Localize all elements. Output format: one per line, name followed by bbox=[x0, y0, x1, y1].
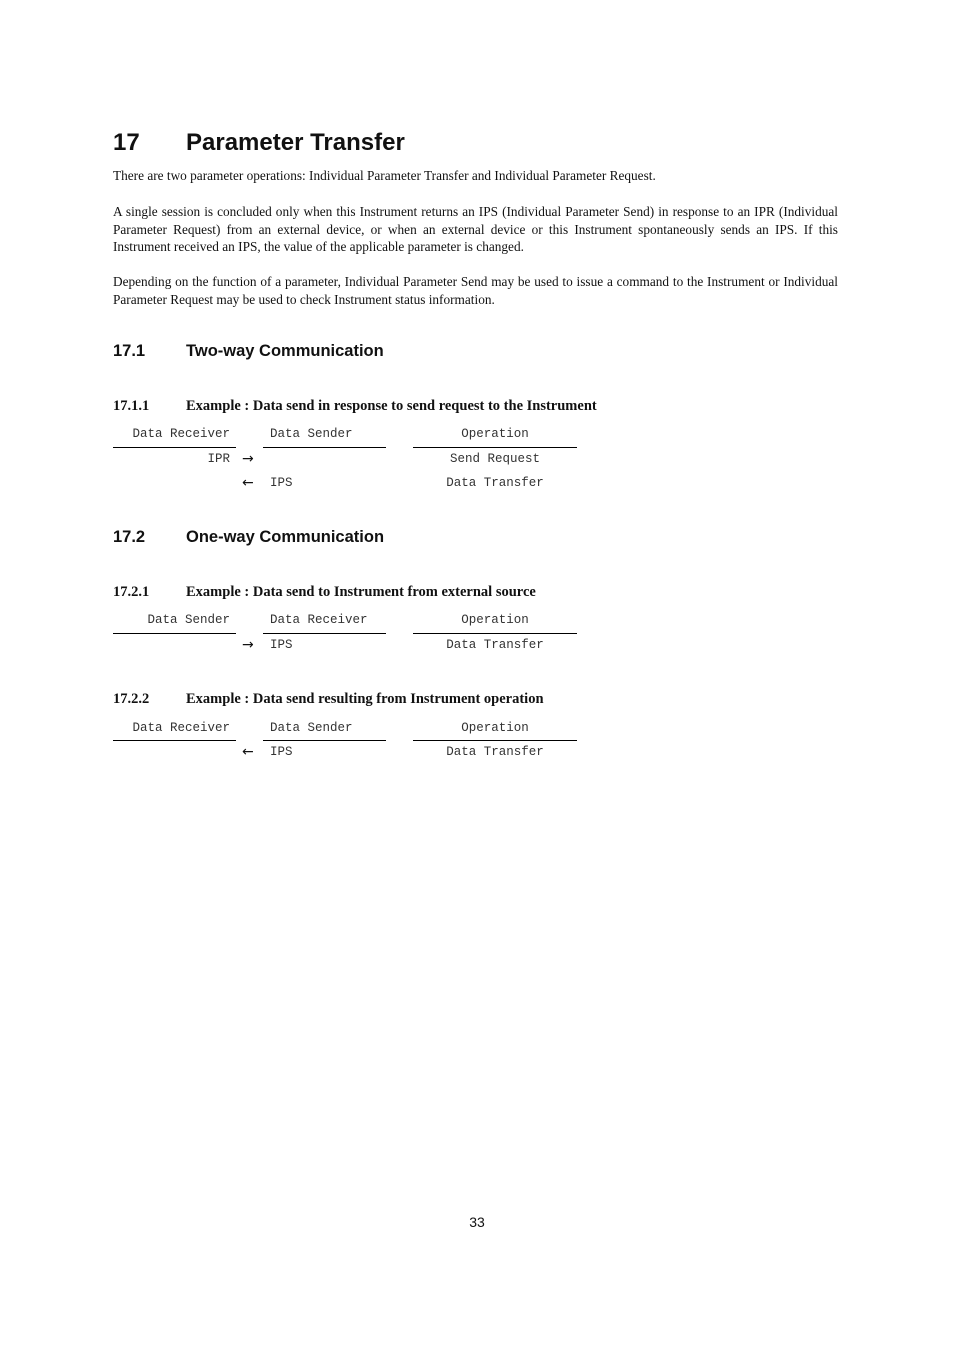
table-row-left bbox=[113, 475, 236, 491]
header-rule bbox=[113, 633, 236, 634]
header-rule bbox=[413, 633, 577, 634]
subsection-title: One-way Communication bbox=[186, 528, 385, 546]
table-header-col1: Data Sender bbox=[147, 613, 230, 627]
intro-paragraph-3: Depending on the function of a parameter, Individual Parameter Send may be used to issue a command to the Instrument or Individual Parameter Request may be used to check Instrument status information. bbox=[113, 274, 838, 307]
table-header-col1: Data Receiver bbox=[132, 721, 230, 735]
example-title: Example : Data send resulting from Instrument operation bbox=[186, 691, 544, 707]
table-row-right: IPS bbox=[270, 638, 293, 652]
table-header-col1: Data Receiver bbox=[132, 427, 230, 441]
header-rule bbox=[413, 740, 577, 741]
table-row-operation: Data Transfer bbox=[446, 638, 544, 652]
table-row-left bbox=[113, 637, 236, 653]
subsection-number: 17.1 bbox=[113, 342, 146, 360]
page-number: 33 bbox=[469, 1214, 485, 1230]
intro-paragraph-2: A single session is concluded only when this Instrument returns an IPS (Individual Parameter Send) in response to an IPR (Individual Parameter Request) from an external device, or when an external device or this Instrument spontaneously sends an IPS. If this Instrument received an IPS, the value of the applicable parameter is changed. bbox=[113, 204, 838, 255]
example-heading-17-2-2 bbox=[113, 689, 544, 709]
table-header-col3: Operation bbox=[461, 613, 529, 627]
example-number: 17.2.2 bbox=[113, 691, 150, 707]
arrow-right-icon: → bbox=[242, 451, 254, 467]
arrow-left-icon: ← bbox=[242, 744, 254, 760]
table-row-operation: Send Request bbox=[449, 452, 540, 466]
table-header-col3: Operation bbox=[461, 427, 529, 441]
example-title: Example : Data send to Instrument from external source bbox=[186, 584, 536, 600]
table-header-col2: Data Sender bbox=[270, 427, 353, 441]
table-row-right bbox=[263, 451, 386, 467]
example-number: 17.2.1 bbox=[113, 584, 150, 600]
subsection-title: Two-way Communication bbox=[186, 342, 384, 360]
subsection-heading-17-2 bbox=[113, 526, 384, 548]
section-heading bbox=[113, 128, 405, 158]
table-row-right: IPS bbox=[270, 476, 293, 490]
example-title: Example : Data send in response to send request to the Instrument bbox=[186, 398, 597, 414]
example-heading-17-2-1 bbox=[113, 582, 536, 602]
example-heading-17-1-1 bbox=[113, 396, 597, 416]
table-row-left bbox=[113, 744, 236, 760]
header-rule bbox=[413, 447, 577, 448]
header-rule bbox=[113, 447, 236, 448]
table-row-left: IPR bbox=[207, 452, 230, 466]
table-header-col3: Operation bbox=[461, 721, 529, 735]
table-row-operation: Data Transfer bbox=[446, 476, 544, 490]
section-number: 17 bbox=[113, 129, 140, 156]
header-rule bbox=[263, 740, 386, 741]
table-header-col2: Data Sender bbox=[270, 721, 353, 735]
example-number: 17.1.1 bbox=[113, 398, 150, 414]
table-row-right: IPS bbox=[270, 745, 293, 759]
arrow-left-icon: ← bbox=[242, 475, 254, 491]
subsection-heading-17-1 bbox=[113, 340, 384, 362]
intro-paragraph-1: There are two parameter operations: Individual Parameter Transfer and Individual Parameter Request. bbox=[113, 168, 656, 183]
header-rule bbox=[263, 633, 386, 634]
table-row-operation: Data Transfer bbox=[446, 745, 544, 759]
table-header-col2: Data Receiver bbox=[270, 613, 368, 627]
header-rule bbox=[113, 740, 236, 741]
arrow-right-icon: → bbox=[242, 637, 254, 653]
subsection-number: 17.2 bbox=[113, 528, 146, 546]
header-rule bbox=[263, 447, 386, 448]
section-title: Parameter Transfer bbox=[186, 129, 405, 156]
